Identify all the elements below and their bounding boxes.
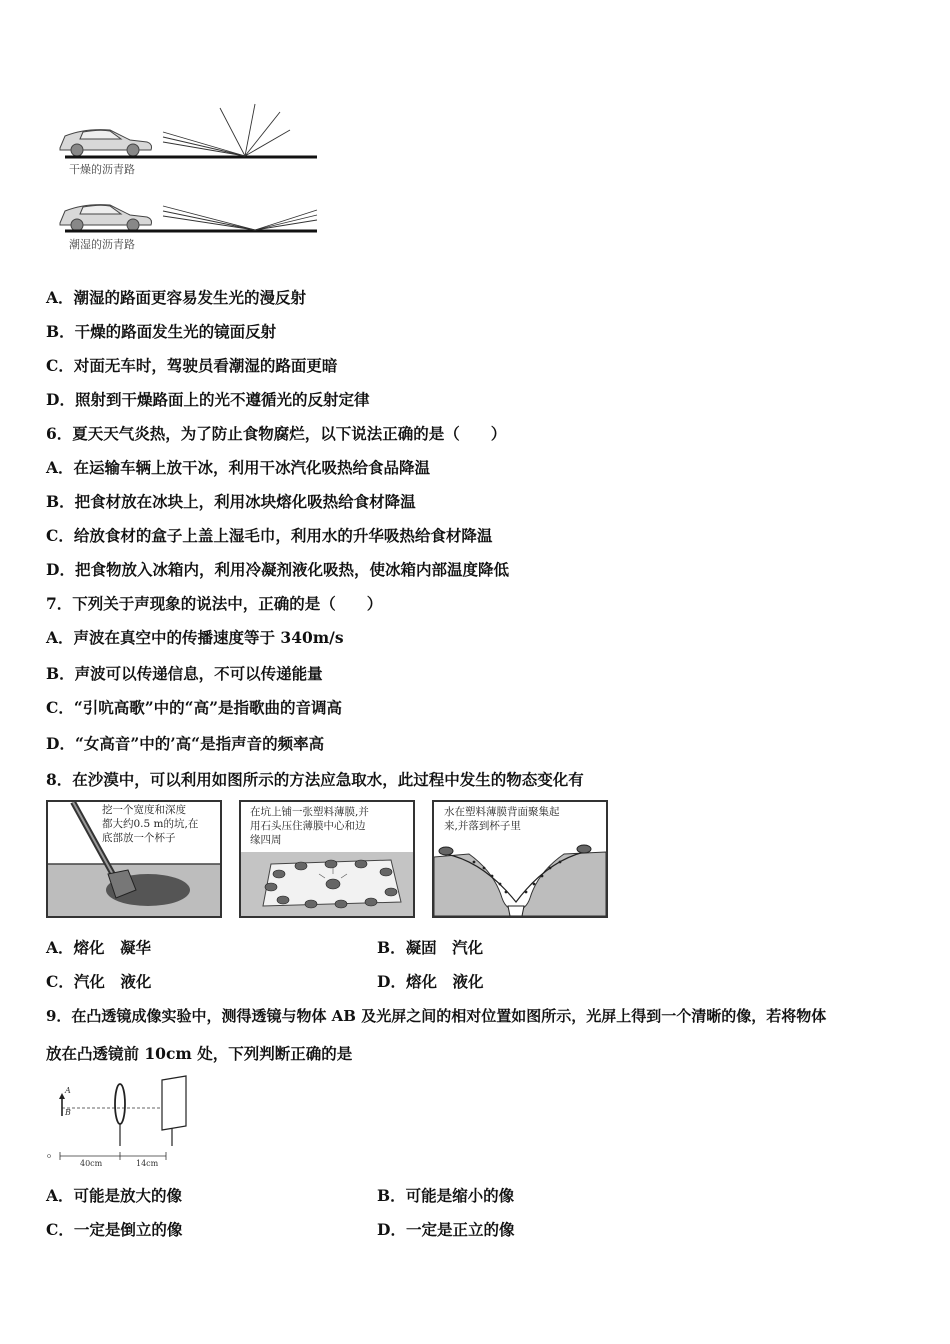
q5-option-b: B．干燥的路面发生光的镜面反射 bbox=[46, 322, 277, 341]
q9-option-d: D．一定是正立的像 bbox=[377, 1220, 515, 1239]
q8-panel-2 bbox=[239, 800, 415, 918]
q8-panel-2-text: 在坑上铺一张塑料薄膜,并 用石头压住薄膜中心和边 缘四周 bbox=[250, 806, 369, 846]
point-b-label: B bbox=[65, 1108, 71, 1117]
q5-option-a: A．潮湿的路面更容易发生光的漫反射 bbox=[46, 288, 307, 307]
distance-lens-screen: 14cm bbox=[136, 1159, 159, 1168]
q8-panel-3 bbox=[432, 800, 608, 918]
q8-stem: 8．在沙漠中，可以利用如图所示的方法应急取水，此过程中发生的物态变化有 bbox=[46, 770, 584, 789]
car-dry-icon bbox=[60, 130, 152, 156]
q7-option-c: C．“引吭高歌”中的“高”是指歌曲的音调高 bbox=[46, 698, 342, 717]
q8-panel-3-text: 水在塑料薄膜背面聚集起 来,并落到杯子里 bbox=[444, 806, 560, 832]
q6-stem: 6．夏天天气炎热，为了防止食物腐烂，以下说法正确的是（ ） bbox=[46, 424, 507, 443]
distance-object-lens: 40cm bbox=[80, 1159, 103, 1168]
q7-option-a: A．声波在真空中的传播速度等于 340m/s bbox=[46, 628, 344, 647]
q6-option-c: C．给放食材的盒子上盖上湿毛巾，利用水的升华吸热给食材降温 bbox=[46, 526, 493, 545]
q9-option-b: B．可能是缩小的像 bbox=[377, 1186, 515, 1205]
q6-option-b: B．把食材放在冰块上，利用冰块熔化吸热给食材降温 bbox=[46, 492, 416, 511]
q7-stem: 7．下列关于声现象的说法中，正确的是（ ） bbox=[46, 594, 383, 613]
q8-option-a: A．熔化 凝华 bbox=[46, 938, 152, 957]
road-reflection-diagram bbox=[55, 100, 325, 255]
q8-panel-1 bbox=[46, 800, 222, 918]
q9-option-a: A．可能是放大的像 bbox=[46, 1186, 183, 1205]
point-a-label: A bbox=[65, 1086, 71, 1095]
lens-diagram bbox=[44, 1074, 194, 1172]
dry-road-caption: 干燥的沥青路 bbox=[69, 163, 135, 176]
q8-option-d: D．熔化 液化 bbox=[377, 972, 484, 991]
q6-option-a: A．在运输车辆上放干冰，利用干冰汽化吸热给食品降温 bbox=[46, 458, 431, 477]
q7-option-b: B．声波可以传递信息，不可以传递能量 bbox=[46, 664, 323, 683]
q5-option-c: C．对面无车时，驾驶员看潮湿的路面更暗 bbox=[46, 356, 338, 375]
q8-panel-1-text: 挖一个宽度和深度 都大约0.5 m的坑,在 底部放一个杯子 bbox=[102, 804, 199, 844]
road-reflection-figure bbox=[55, 100, 325, 255]
q8-option-b: B．凝固 汽化 bbox=[377, 938, 484, 957]
q8-option-c: C．汽化 液化 bbox=[46, 972, 152, 991]
wet-road-caption: 潮湿的沥青路 bbox=[69, 238, 135, 251]
q5-option-d: D．照射到干燥路面上的光不遵循光的反射定律 bbox=[46, 390, 370, 409]
car-wet-icon bbox=[60, 205, 152, 231]
q9-stem-line-1: 9．在凸透镜成像实验中，测得透镜与物体 AB 及光屏之间的相对位置如图所示，光屏上得到一个清晰的像，若将物体 bbox=[46, 1007, 827, 1025]
q9-stem-line-2: 放在凸透镜前 10cm 处，下列判断正确的是 bbox=[46, 1044, 353, 1063]
q6-option-d: D．把食物放入冰箱内，利用冷凝剂液化吸热，使冰箱内部温度降低 bbox=[46, 560, 509, 579]
q9-option-c: C．一定是倒立的像 bbox=[46, 1220, 183, 1239]
q7-option-d: D．“女高音”中的’高“是指声音的频率高 bbox=[46, 734, 325, 753]
